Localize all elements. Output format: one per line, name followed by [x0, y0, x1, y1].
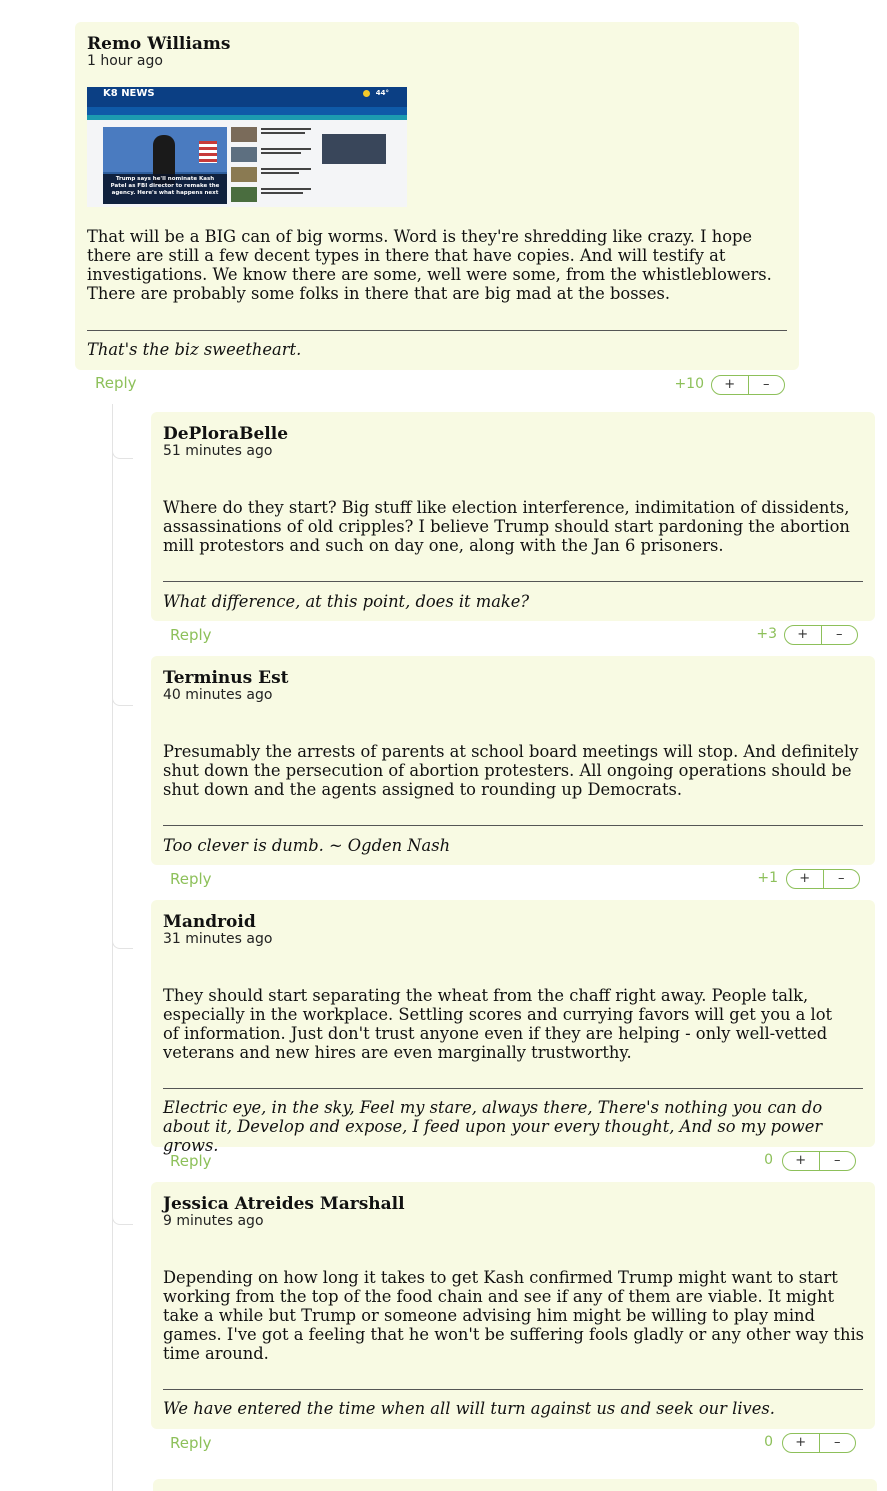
comment-author[interactable]: DePloraBelle — [163, 424, 289, 444]
comment-timestamp[interactable]: 9 minutes ago — [163, 1213, 264, 1229]
vote-buttons — [784, 625, 858, 645]
comment-card — [75, 22, 799, 370]
reply-button[interactable]: Reply — [170, 1152, 212, 1170]
news-side-thumb — [231, 127, 257, 142]
thread-line — [112, 404, 113, 1491]
upvote-button[interactable]: + — [783, 1152, 820, 1170]
signature-divider — [163, 581, 863, 582]
comment-body: Presumably the arrests of parents at school board meetings will stop. And definitely shut down the persecution of abortion protesters. All ongoing operations should be shut down and the agents assigned to rounding up Democrats. — [163, 742, 859, 799]
flag-icon — [199, 141, 217, 163]
news-headline: Trump says he'll nominate Kash Patel as FBI director to remake the agency. Here's what happens next — [103, 174, 227, 204]
reply-button[interactable]: Reply — [170, 870, 212, 888]
vote-score: +1 — [757, 870, 778, 886]
thread-elbow — [112, 910, 133, 949]
comment-signature: Too clever is dumb. ~ Ogden Nash — [163, 836, 451, 855]
comment-card — [151, 656, 875, 865]
signature-divider — [163, 825, 863, 826]
news-side-headline — [261, 128, 311, 130]
comment-timestamp[interactable]: 1 hour ago — [87, 53, 163, 69]
vote-buttons — [782, 1151, 856, 1171]
comment-timestamp[interactable]: 51 minutes ago — [163, 443, 273, 459]
vote-score: +3 — [756, 626, 777, 642]
news-side-headline — [261, 132, 305, 134]
comment-body: Where do they start? Big stuff like election interference, indimitation of dissidents, assassinations of old cripples? I believe Trump should start pardoning the abortion mill protestors and such on day one, along with the Jan 6 prisoners. — [163, 498, 850, 555]
news-side-headline — [261, 168, 311, 170]
upvote-button[interactable]: + — [787, 870, 824, 888]
vote-score: 0 — [764, 1152, 773, 1168]
comment-signature: That's the biz sweetheart. — [87, 340, 302, 359]
comment-author[interactable]: Terminus Est — [163, 668, 289, 688]
news-alert-bar — [87, 115, 407, 120]
comment-body: That will be a BIG can of big worms. Word is they're shredding like crazy. I hope there are still a few decent types in there that have copies. And will testify at investigations. We know there are some, well were some, from the whistleblowers. There are probably some folks in there that are big mad at the bosses. — [87, 227, 772, 303]
news-side-thumb — [231, 147, 257, 162]
signature-divider — [163, 1088, 863, 1089]
comment-signature: Electric eye, in the sky, Feel my stare, always there, There's nothing you can do about it, Develop and expose, I feed upon your every thought, And so my power grows. — [163, 1098, 823, 1155]
downvote-button[interactable]: – — [834, 1435, 841, 1450]
comment-card-partial — [153, 1479, 877, 1491]
comment-timestamp[interactable]: 31 minutes ago — [163, 931, 273, 947]
thread-elbow — [112, 420, 133, 459]
vote-score: 0 — [764, 1434, 773, 1450]
downvote-button[interactable]: – — [763, 377, 770, 392]
reply-button[interactable]: Reply — [95, 374, 137, 392]
comment-author[interactable]: Mandroid — [163, 912, 256, 932]
upvote-button[interactable]: + — [785, 626, 822, 644]
news-side-headline — [261, 152, 301, 154]
comment-author[interactable]: Remo Williams — [87, 34, 231, 54]
signature-divider — [163, 1389, 863, 1390]
comment-signature: What difference, at this point, does it make? — [163, 592, 530, 611]
vote-buttons — [782, 1433, 856, 1453]
downvote-button[interactable]: – — [838, 871, 845, 886]
reply-button[interactable]: Reply — [170, 1434, 212, 1452]
news-side-headline — [261, 172, 299, 174]
vote-buttons — [711, 375, 785, 395]
upvote-button[interactable]: + — [783, 1434, 820, 1452]
news-menu-bar — [87, 107, 407, 115]
downvote-button[interactable]: – — [834, 1153, 841, 1168]
news-side-headline — [261, 148, 311, 150]
reply-button[interactable]: Reply — [170, 626, 212, 644]
comment-author[interactable]: Jessica Atreides Marshall — [163, 1194, 405, 1214]
comment-body: They should start separating the wheat from the chaff right away. People talk, especially in the workplace. Settling scores and currying favors will get you a lot of information. Just don't trust anyone even if they are helping - only well-vetted veterans and new hires are even marginally trustworthy. — [163, 986, 833, 1062]
news-site-logo: K8 NEWS — [103, 88, 155, 99]
news-side-thumb — [231, 187, 257, 202]
upvote-button[interactable]: + — [712, 376, 749, 394]
thread-elbow — [112, 1190, 133, 1225]
news-weather-map — [322, 134, 386, 164]
downvote-button[interactable]: – — [836, 627, 843, 642]
comment-card — [151, 412, 875, 621]
comment-card — [151, 900, 875, 1155]
embedded-news-image[interactable] — [87, 87, 407, 207]
signature-divider — [87, 330, 787, 331]
news-temperature: 44° — [375, 89, 389, 97]
vote-score: +10 — [674, 376, 704, 392]
news-side-headline — [261, 188, 311, 190]
comment-body: Depending on how long it takes to get Kash confirmed Trump might want to start working from the top of the food chain and see if any of them are viable. It might take a while but Trump or someone advising him might be willing to play mind games. I've got a feeling that he won't be suffering fools gladly or any other way this time around. — [163, 1268, 865, 1363]
comment-signature: We have entered the time when all will turn against us and seek our lives. — [163, 1399, 775, 1418]
news-hero-photo — [103, 127, 227, 204]
comment-timestamp[interactable]: 40 minutes ago — [163, 687, 273, 703]
news-side-thumb — [231, 167, 257, 182]
thread-elbow — [112, 665, 133, 706]
sun-icon — [363, 90, 370, 97]
vote-buttons — [786, 869, 860, 889]
comment-card — [151, 1182, 875, 1429]
news-side-headline — [261, 192, 303, 194]
